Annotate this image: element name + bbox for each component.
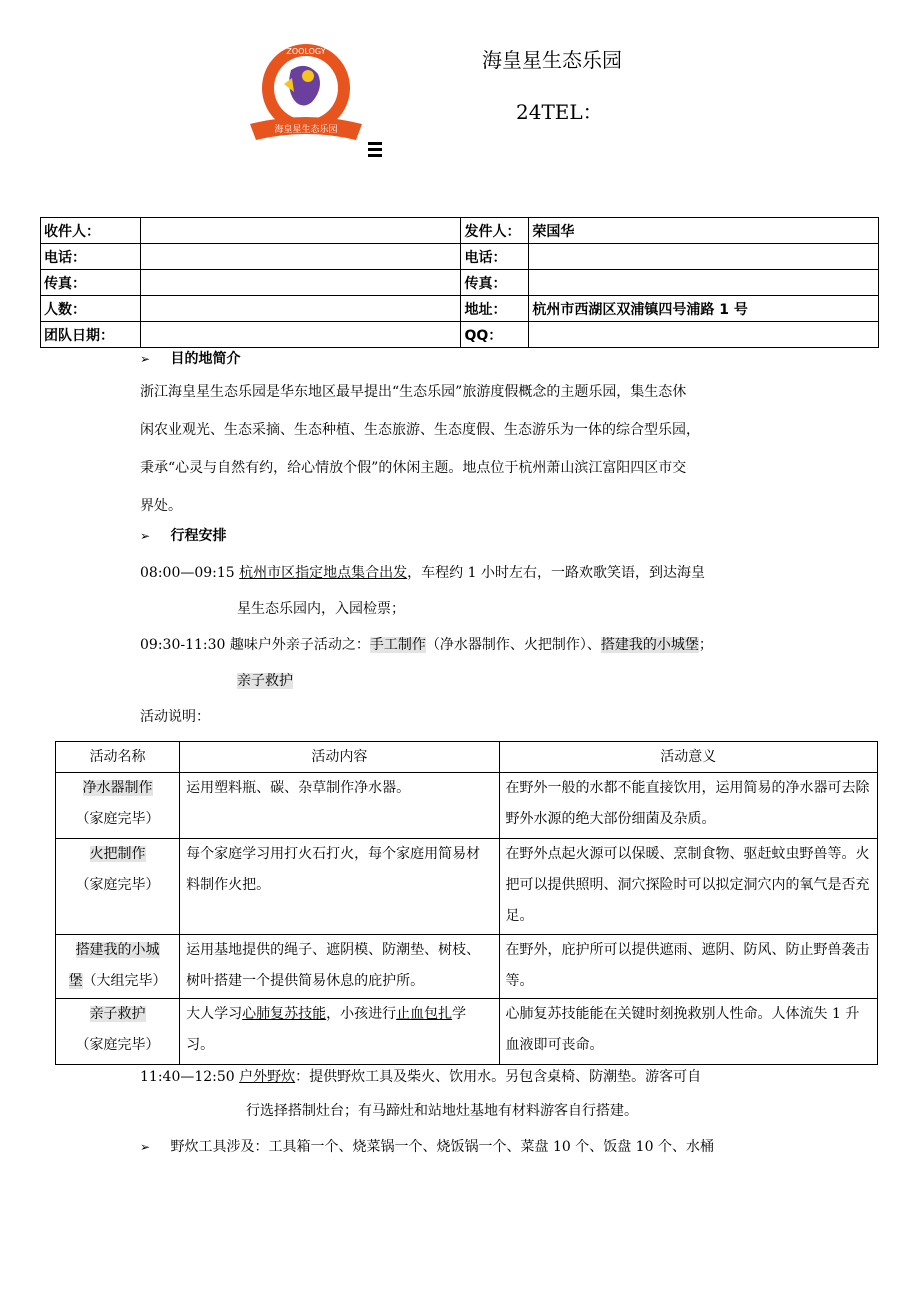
sender-phone-value[interactable] (529, 244, 879, 270)
col-header-name: 活动名称 (56, 742, 180, 773)
intro-line: 界处。 (140, 498, 182, 514)
col-header-content: 活动内容 (180, 742, 499, 773)
scan-artifact (368, 140, 382, 160)
sender-fax-value[interactable] (529, 270, 879, 296)
activity-name: 净水器制作 (82, 780, 153, 796)
table-row (56, 999, 878, 1065)
activity-content: 运用基地提供的绳子、遮阴模、防潮垫、树枝、树叶搭建一个提供简易休息的庇护所。 (180, 935, 499, 999)
schedule-text: ：提供野炊工具及柴火、饮用水。另包含桌椅、防潮垫。游客可自 (295, 1069, 702, 1085)
address-value[interactable]: 杭州市西湖区双浦镇四号浦路 1 号 (529, 296, 879, 322)
activity-meaning: 在野外，庇护所可以提供遮雨、遮阴、防风、防止野兽袭击等。 (499, 935, 877, 999)
bullet-arrow-icon: ➢ (140, 1140, 151, 1154)
intro-line: 秉承“心灵与自然有约，给心情放个假”的休闲主题。地点位于杭州萧山滨江富阳四区市交 (140, 460, 687, 476)
schedule-text: 趣味户外亲子活动之： (229, 637, 370, 653)
logo-arc-text: ZOOLOGY (286, 47, 326, 56)
col-header-meaning: 活动意义 (499, 742, 877, 773)
bullet-arrow-icon: ➢ (140, 352, 151, 366)
address-label: 地址： (461, 296, 529, 322)
schedule-heading-row (140, 517, 227, 555)
activity-name: 火把制作 (89, 846, 146, 862)
fax-label: 传真： (41, 270, 141, 296)
sender-phone-label: 电话： (461, 244, 529, 270)
bullet-arrow-icon: ➢ (140, 529, 151, 543)
content-underlined: 止血包扎 (396, 1006, 453, 1022)
activity-name-cell (56, 839, 180, 935)
activity-meaning: 在野外一般的水都不能直接饮用，运用简易的净水器可去除野外水源的绝大部份细菌及杂质。 (499, 773, 877, 839)
content-text: 学习。 (186, 1006, 467, 1053)
table-row (41, 244, 879, 270)
phone-label: 电话： (41, 244, 141, 270)
punct: 、 (586, 637, 601, 653)
qq-label: QQ： (461, 322, 529, 348)
activity-name-cell (56, 999, 180, 1065)
activity-name: 搭建我的小城 (75, 942, 160, 958)
activity-name: 亲子救护 (89, 1006, 146, 1022)
phone-value[interactable] (140, 244, 461, 270)
team-date-label: 团队日期： (41, 322, 141, 348)
headcount-label: 人数： (41, 296, 141, 322)
activity-name: 堡 (68, 973, 83, 989)
activity-name-cell (56, 935, 180, 999)
schedule-lunch-cont: 行选择搭制灶台；有马蹄灶和站地灶基地有材料游客自行搭建。 (246, 1103, 638, 1119)
intro-paragraph (140, 373, 800, 525)
schedule-item-1 (140, 554, 705, 592)
activity-group: （家庭完毕） (75, 877, 160, 893)
table-row (41, 218, 879, 244)
intro-line: 闲农业观光、生态采摘、生态种植、生态旅游、生态度假、生态游乐为一体的综合型乐园， (140, 422, 700, 438)
schedule-link[interactable]: 户外野炊 (239, 1069, 296, 1085)
tools-row (140, 1128, 714, 1166)
activity-meaning: 心肺复苏技能能在关键时刻挽救别人性命。人体流失 1 升血液即可丧命。 (499, 999, 877, 1065)
table-header-row (56, 742, 878, 773)
schedule-item-1-cont: 星生态乐园内，入园检票； (237, 601, 405, 617)
activity-content (180, 999, 499, 1065)
activity-group: （家庭完毕） (75, 1037, 160, 1053)
table-row (56, 839, 878, 935)
activity-highlight: 搭建我的小城堡 (600, 637, 699, 653)
schedule-time: 11:40—12:50 (140, 1069, 240, 1085)
tools-text: 野炊工具涉及：工具箱一个、烧菜锅一个、烧饭锅一个、菜盘 10 个、饭盘 10 个、水桶 (170, 1139, 714, 1155)
content-text: 大人学习 (186, 1006, 243, 1022)
sender-label: 发件人： (461, 218, 529, 244)
qq-value[interactable] (529, 322, 879, 348)
park-logo (246, 40, 366, 146)
activity-content: 每个家庭学习用打火石打火，每个家庭用简易材料制作火把。 (180, 839, 499, 935)
tel-label: 24TEL： (516, 100, 603, 124)
recipient-sender-table (40, 217, 879, 348)
schedule-time: 08:00—09:15 (140, 565, 240, 581)
schedule-link[interactable]: 杭州市区指定地点集合出发 (239, 565, 408, 581)
schedule-item-2-cont (237, 662, 293, 700)
schedule-lunch (140, 1058, 701, 1096)
intro-heading: 目的地简介 (170, 351, 241, 367)
schedule-time: 09:30-11:30 (140, 637, 230, 653)
recipient-label: 收件人： (41, 218, 141, 244)
schedule-item-2 (140, 626, 713, 664)
activity-group: （家庭完毕） (75, 811, 160, 827)
headcount-value[interactable] (140, 296, 461, 322)
activity-content: 运用塑料瓶、碳、杂草制作净水器。 (180, 773, 499, 839)
activity-highlight: 亲子救护 (237, 673, 293, 689)
schedule-text: ，车程约 1 小时左右，一路欢歌笑语，到达海皇 (407, 565, 705, 581)
content-text: ，小孩进行 (326, 1006, 397, 1022)
intro-line: 浙江海皇星生态乐园是华东地区最早提出“生态乐园”旅游度假概念的主题乐园，集生态休 (140, 384, 687, 400)
schedule-text: （净水器制作、火把制作） (425, 637, 587, 653)
table-row (41, 270, 879, 296)
activity-highlight: 手工制作 (369, 637, 426, 653)
logo-text: 海皇星生态乐园 (274, 125, 338, 135)
content-underlined: 心肺复苏技能 (242, 1006, 327, 1022)
activity-name-cell (56, 773, 180, 839)
sender-fax-label: 传真： (461, 270, 529, 296)
schedule-heading: 行程安排 (170, 528, 227, 544)
activity-meaning: 在野外点起火源可以保暖、烹制食物、驱赶蚊虫野兽等。火把可以提供照明、洞穴探险时可以拟定洞穴内的氧气是否充足。 (499, 839, 877, 935)
activity-group: （大组完毕） (82, 973, 167, 989)
sender-value[interactable]: 荣国华 (529, 218, 879, 244)
table-row (56, 773, 878, 839)
punct: ； (698, 637, 713, 653)
table-row (56, 935, 878, 999)
activity-note: 活动说明： (140, 709, 210, 725)
recipient-value[interactable] (140, 218, 461, 244)
table-row (41, 296, 879, 322)
fax-value[interactable] (140, 270, 461, 296)
activity-table (55, 741, 878, 1065)
park-title: 海皇星生态乐园 (482, 48, 622, 72)
